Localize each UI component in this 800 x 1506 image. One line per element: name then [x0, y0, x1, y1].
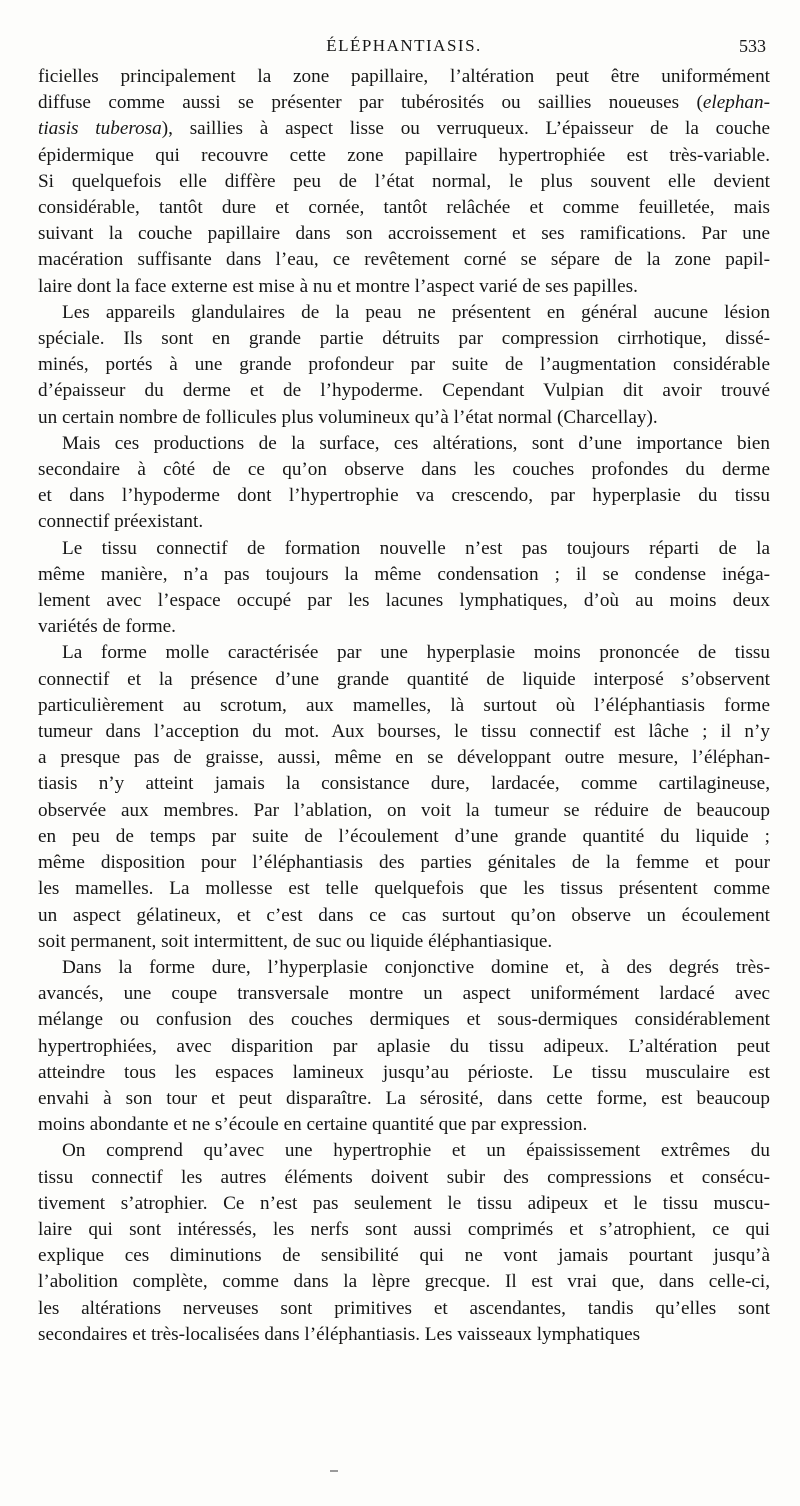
text-line: les mamelles. La mollesse est telle quelquefois que les tissus présentent comme — [38, 878, 770, 900]
paragraph — [38, 1138, 770, 1348]
text-line: spéciale. Ils sont en grande partie détruits par compression cirrhotique, dissé- — [38, 328, 770, 350]
page-number: 533 — [739, 36, 766, 56]
text-line: moins abondante et ne s’écoule en certaine quantité que par expression. — [38, 1114, 588, 1136]
text-line: Le tissu connectif de formation nouvelle n’est pas toujours réparti de la — [62, 537, 770, 559]
text-line: tumeur dans l’acception du mot. Aux bourses, le tissu connectif est lâche ; il n’y — [38, 721, 770, 743]
text-line: Si quelquefois elle diffère peu de l’état normal, le plus souvent elle devient — [38, 170, 770, 192]
text-line: lement avec l’espace occupé par les lacunes lymphatiques, d’où au moins deux — [38, 590, 770, 612]
text-line: Mais ces productions de la surface, ces altérations, sont d’une importance bien — [62, 432, 770, 454]
text-line: envahi à son tour et peut disparaître. La sérosité, dans cette forme, est beaucoup — [38, 1087, 770, 1109]
text-line: atteindre tous les espaces lamineux jusqu’au périoste. Le tissu musculaire est — [38, 1061, 770, 1083]
text-line: observée aux membres. Par l’ablation, on voit la tumeur se réduire de beaucoup — [38, 799, 770, 821]
text-line: épidermique qui recouvre cette zone papillaire hypertrophiée est très-variable. — [38, 144, 770, 166]
text-line: laire dont la face externe est mise à nu et montre l’aspect varié de ses papilles. — [38, 275, 638, 297]
text-line: considérable, tantôt dure et cornée, tantôt relâchée et comme feuilletée, mais — [38, 197, 770, 219]
text-line: diffuse comme aussi se présenter par tubérosités ou saillies noueuses (elephan- — [38, 92, 770, 114]
text-line: tivement s’atrophier. Ce n’est pas seulement le tissu adipeux et le tissu muscu- — [38, 1192, 770, 1214]
text-line: Les appareils glandulaires de la peau ne présentent en général aucune lésion — [62, 301, 770, 323]
text-line: un certain nombre de follicules plus volumineux qu’à l’état normal (Charcellay). — [38, 406, 658, 428]
text-line: en peu de temps par suite de l’écoulement d’une grande quantité du liquide ; — [38, 825, 770, 847]
text-line: Dans la forme dure, l’hyperplasie conjonctive domine et, à des degrés très- — [62, 956, 770, 978]
paragraph — [38, 640, 770, 954]
paragraph — [38, 955, 770, 1138]
text-line: variétés de forme. — [38, 616, 176, 638]
text-line: les altérations nerveuses sont primitives et ascendantes, tandis qu’elles sont — [38, 1297, 770, 1319]
text-line: même manière, n’a pas toujours la même condensation ; il se condense inéga- — [38, 563, 770, 585]
text-line: La forme molle caractérisée par une hyperplasie moins prononcée de tissu — [62, 642, 770, 664]
text-line: minés, portés à une grande profondeur par suite de l’augmentation considérable — [38, 354, 770, 376]
running-title: ÉLÉPHANTIASIS. — [326, 36, 482, 55]
text-line: un aspect gélatineux, et c’est dans ce cas surtout qu’on observe un écoulement — [38, 904, 770, 926]
paragraph — [38, 536, 770, 641]
text-line: tiasis tuberosa), saillies à aspect lisse ou verruqueux. L’épaisseur de la couche — [38, 118, 770, 140]
text-line: secondaires et très-localisées dans l’éléphantiasis. Les vaisseaux lymphatiques — [38, 1323, 641, 1345]
text-line: a presque pas de graisse, aussi, même en se développant outre mesure, l’éléphan- — [38, 747, 770, 769]
text-line: et dans l’hypoderme dont l’hypertrophie va crescendo, par hyperplasie du tissu — [38, 485, 770, 507]
text-line: connectif préexistant. — [38, 511, 204, 533]
text-line: d’épaisseur du derme et de l’hypoderme. Cependant Vulpian dit avoir trouvé — [38, 380, 770, 402]
text-line: particulièrement au scrotum, aux mamelles, là surtout où l’éléphantiasis forme — [38, 694, 770, 716]
text-line: ficielles principalement la zone papillaire, l’altération peut être uniformément — [38, 66, 770, 87]
text-line: même disposition pour l’éléphantiasis des parties génitales de la femme et pour — [38, 852, 770, 874]
text-line: hypertrophiées, avec disparition par aplasie du tissu adipeux. L’altération peut — [38, 1035, 770, 1057]
text-line: secondaire à côté de ce qu’on observe dans les couches profondes du derme — [38, 459, 770, 481]
running-head — [38, 36, 770, 58]
text-line: avancés, une coupe transversale montre un aspect uniformément lardacé avec — [38, 983, 770, 1005]
text-line: On comprend qu’avec une hypertrophie et un épaississement extrêmes du — [62, 1140, 770, 1162]
text-line: laire qui sont intéressés, les nerfs sont aussi comprimés et s’atrophient, ce qui — [38, 1218, 770, 1240]
text-line: suivant la couche papillaire dans son accroissement et ses ramifications. Par une — [38, 223, 770, 245]
paragraph — [38, 431, 770, 536]
text-line: macération suffisante dans l’eau, ce revêtement corné se sépare de la zone papil- — [38, 249, 770, 271]
text-line: tissu connectif les autres éléments doivent subir des compressions et consécu- — [38, 1166, 770, 1188]
text-line: connectif et la présence d’une grande quantité de liquide interposé s’observent — [38, 668, 770, 690]
body-text — [38, 64, 770, 1348]
paragraph — [38, 64, 770, 300]
print-speck — [330, 1470, 338, 1472]
text-line: soit permanent, soit intermittent, de suc ou liquide éléphantiasique. — [38, 930, 553, 952]
text-line: l’abolition complète, comme dans la lèpre grecque. Il est vrai que, dans celle-ci, — [38, 1271, 770, 1293]
text-line: tiasis n’y atteint jamais la consistance dure, lardacée, comme cartilagineuse, — [38, 773, 770, 795]
text-line: explique ces diminutions de sensibilité qui ne vont jamais pourtant jusqu’à — [38, 1245, 770, 1267]
paragraph — [38, 300, 770, 431]
text-line: mélange ou confusion des couches dermiques et sous-dermiques considérablement — [38, 1009, 770, 1031]
